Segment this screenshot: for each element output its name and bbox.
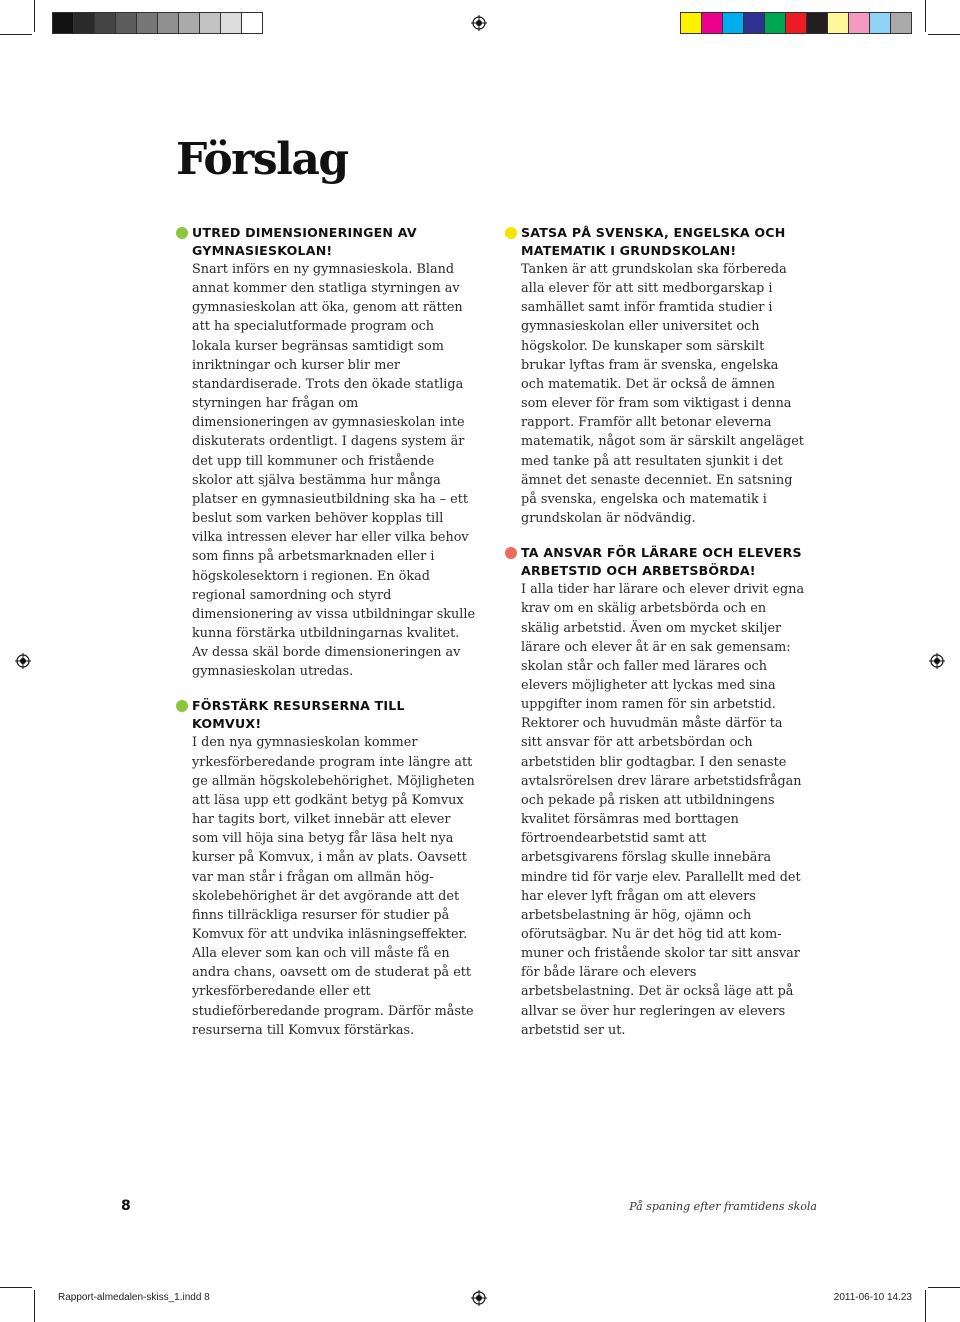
calibration-swatch bbox=[116, 13, 137, 33]
crop-mark-top-right-v bbox=[925, 0, 926, 32]
calibration-swatch bbox=[786, 13, 807, 33]
section-heading bbox=[505, 544, 805, 580]
calibration-swatch bbox=[828, 13, 849, 33]
calibration-swatch bbox=[158, 13, 179, 33]
section-body: I alla tider har lärare och elever drivit egna krav om en skälig arbetsbörda och en skälig arbetstid. Även om mycket skiljer lärare och elever åt är en sak gemensam: skolan står och faller med lärares och elevers möjligheter att lyckas med sina uppgifter inom ramen för sin arbetstid. Rektorer och huvudmän måste därför ta sitt ansvar för att arbetsbördan och arbetstiden blir godtagbar. I den senaste avtalsrörelsen drev lärare arbetstidsfrågan och pekade på risken att utbildningens kvalitet försämras med borttagen förtroendearbetstid samt att arbetsgivarens förslag skulle innebära mindre tid för varje elev. Parallellt med det har elever lyft frågan om att elevers arbetsbelastning är hög, ojämn och oförutsägbar. Nu är det hög tid att kommuner och fristående skolor tar sitt ansvar för både lärare och elevers arbetsbelastning. Det är också läge att på allvar se över hur regleringen av elevers arbetstid ser ut. bbox=[521, 582, 805, 1038]
proposal-section bbox=[176, 224, 476, 681]
left-column bbox=[176, 224, 476, 1056]
section-heading-text: FÖRSTÄRK RESURSERNA TILL KOMVUX! bbox=[192, 698, 405, 732]
crop-mark-top-left-h bbox=[0, 34, 32, 35]
calibration-swatch bbox=[807, 13, 828, 33]
calibration-swatch bbox=[723, 13, 744, 33]
bullet-dot-icon bbox=[505, 227, 517, 239]
registration-mark-icon bbox=[471, 1290, 487, 1306]
proposal-section bbox=[176, 697, 476, 1040]
registration-mark-icon bbox=[471, 15, 487, 31]
right-column bbox=[505, 224, 805, 1056]
section-heading bbox=[505, 224, 805, 260]
calibration-swatch bbox=[74, 13, 95, 33]
crop-mark-bottom-right-h bbox=[928, 1287, 960, 1288]
proposal-section bbox=[505, 224, 805, 528]
calibration-swatch bbox=[137, 13, 158, 33]
bullet-dot-icon bbox=[176, 700, 188, 712]
calibration-swatch bbox=[744, 13, 765, 33]
registration-mark-icon bbox=[15, 653, 31, 669]
section-body: Tanken är att grundskolan ska förbereda alla elever för att sitt medborgarskap i samhället samt inför framtida studier i gymnasieskolan eller universitet och högskolor. De kunskaper som särskilt brukar lyftas fram är svenska, engelska och matematik. Det är också de ämnen som elever för fram som viktigast i denna rapport. Framför allt betonar eleverna matematik, något som är särskilt angeläget med tanke på att resultaten sjunkit i det ämnet det senaste decenniet. En satsning på svenska, engelska och matematik i grundskolan är nödvändig. bbox=[521, 262, 804, 527]
calibration-swatch bbox=[221, 13, 242, 33]
section-body: I den nya gymnasieskolan kommer yrkesförberedande program inte längre att ge allmän högskolebehörighet. Möjligheten att läsa upp ett godkänt betyg på Komvux har tagits bort, vilket innebär att elever som vill höja sina betyg får läsa helt nya kurser på Komvux, i mån av plats. Oavsett var man står i frågan om allmän högskolebehörighet är det avgörande att det finns tillräckliga resurser för studier på Komvux för att undvika inläsningseffekter. Alla elever som kan och vill måste få en andra chans, oavsett om de studerat på ett yrkesförberedande eller ett studieförberedande program. Därför måste resurserna till Komvux förstärkas. bbox=[192, 735, 475, 1038]
calibration-swatch bbox=[53, 13, 74, 33]
registration-mark-icon bbox=[929, 653, 945, 669]
crop-mark-bottom-right-v bbox=[925, 1290, 926, 1322]
calibration-swatch bbox=[179, 13, 200, 33]
page-number: 8 bbox=[121, 1198, 131, 1214]
calibration-swatch bbox=[849, 13, 870, 33]
calibration-swatch bbox=[765, 13, 786, 33]
crop-mark-top-left-v bbox=[34, 0, 35, 32]
calibration-swatch bbox=[95, 13, 116, 33]
section-body: Snart införs en ny gymnasieskola. Bland annat kommer den statliga styrningen av gymnasieskolan att öka, genom att rätten att ha specialutformade program och lokala kurser begränsas samtidigt som inriktningar och kurser blir mer standardiserade. Trots den ökade statliga styrningen har frågan om dimensioneringen av gymnasieskolan inte diskuterats ordentligt. I dagens system är det upp till kommuner och fristående skolor att själva bestämma hur många platser en gymnasieutbildning ska ha – ett beslut som varken behöver kopplas till vilka intressen elever har eller vilka behov som finns på arbetsmarknaden eller i högskolesektorn i regionen. En ökad regional samordning och styrd dimensionering av vissa utbildningar skulle kunna förstärka utbildningarnas kvalitet. Av dessa skäl borde dimensioneringen av gymnasieskolan utredas. bbox=[192, 262, 476, 680]
section-heading-text: SATSA PÅ SVENSKA, ENGELSKA OCH MATEMATIK I GRUNDSKOLAN! bbox=[521, 225, 786, 258]
color-calibration-bar bbox=[680, 12, 912, 34]
grayscale-calibration-bar bbox=[52, 12, 263, 34]
calibration-swatch bbox=[681, 13, 702, 33]
section-heading bbox=[176, 697, 476, 733]
crop-mark-bottom-left-v bbox=[34, 1290, 35, 1322]
slug-filename: Rapport-almedalen-skiss_1.indd 8 bbox=[58, 1292, 210, 1303]
page-title: Förslag bbox=[176, 134, 348, 185]
calibration-swatch bbox=[242, 13, 262, 33]
section-heading-text: UTRED DIMENSIONERINGEN AV GYMNASIESKOLAN! bbox=[192, 225, 417, 258]
calibration-swatch bbox=[200, 13, 221, 33]
bullet-dot-icon bbox=[505, 547, 517, 559]
proposal-section bbox=[505, 544, 805, 1040]
section-heading bbox=[176, 224, 476, 260]
slug-datetime: 2011-06-10 14.23 bbox=[833, 1292, 912, 1303]
running-footer: På spaning efter framtidens skola bbox=[629, 1200, 817, 1213]
calibration-swatch bbox=[891, 13, 911, 33]
calibration-swatch bbox=[870, 13, 891, 33]
bullet-dot-icon bbox=[176, 227, 188, 239]
section-heading-text: TA ANSVAR FÖR LÄRARE OCH ELEVERS ARBETSTID OCH ARBETSBÖRDA! bbox=[521, 545, 802, 579]
calibration-swatch bbox=[702, 13, 723, 33]
crop-mark-top-right-h bbox=[928, 34, 960, 35]
crop-mark-bottom-left-h bbox=[0, 1287, 32, 1288]
